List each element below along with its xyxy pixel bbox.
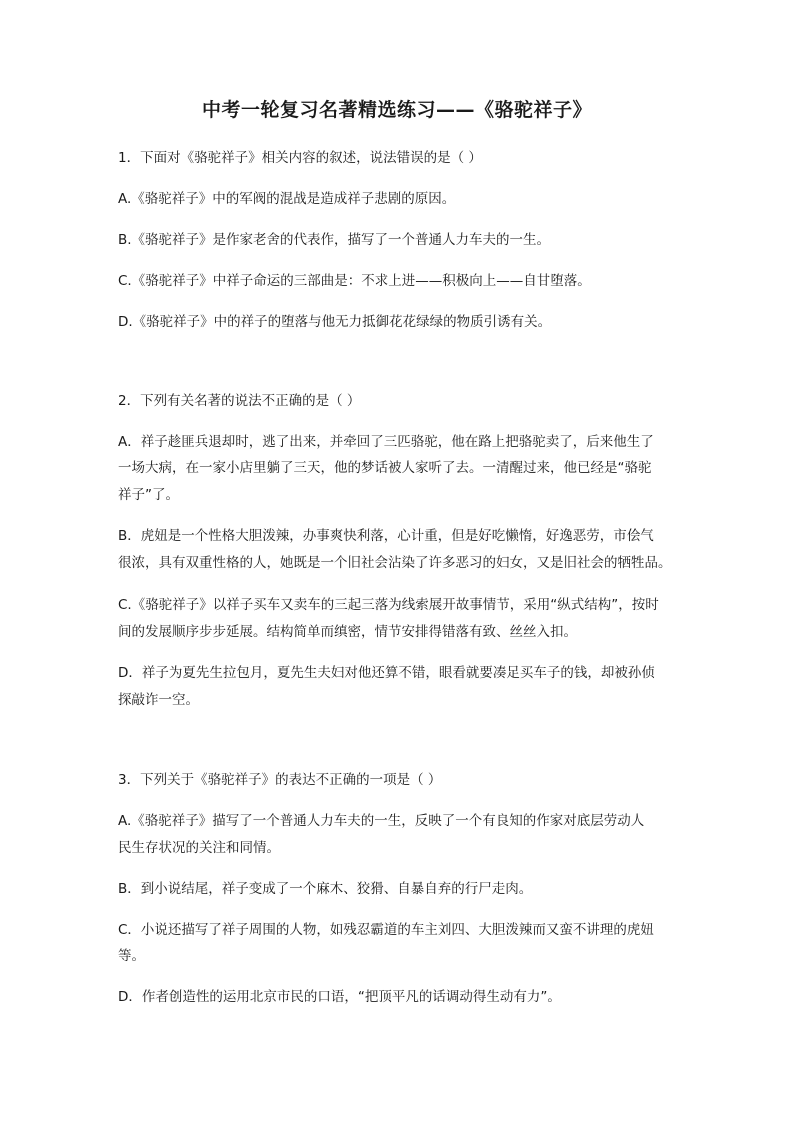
question-3-option-a-line-2: 民生存状况的关注和同情。 [118,840,280,856]
question-2-option-c-line-2: 间的发展顺序步步延展。结构简单而缜密，情节安排得错落有致、丝丝入扣。 [118,624,577,640]
document-title: 中考一轮复习名著精选练习——《骆驼祥子》 [201,99,592,121]
question-1-option-a: A.《骆驼祥子》中的军阀的混战是造成祥子悲剧的原因。 [118,191,456,207]
question-2-option-c-line-1: C.《骆驼祥子》以祥子买车又卖车的三起三落为线索展开故事情节，采用“纵式结构”，按时 [118,597,659,613]
question-1-stem: 1．下面对《骆驼祥子》相关内容的叙述，说法错误的是（ ） [118,150,482,166]
question-3-option-b: B．到小说结尾，祥子变成了一个麻木、狡猾、自暴自弃的行尸走肉。 [118,881,533,897]
question-2-option-a-line-2: 一场大病，在一家小店里躺了三天，他的梦话被人家听了去。一清醒过来，他已经是“骆驼 [118,460,652,476]
question-3-option-a-line-1: A.《骆驼祥子》描写了一个普通人力车夫的一生，反映了一个有良知的作家对底层劳动人 [118,813,645,829]
question-3-option-c-line-1: C．小说还描写了祥子周围的人物，如残忍霸道的车主刘四、大胆泼辣而又蛮不讲理的虎妞 [118,922,654,938]
question-2-option-d-line-2: 探敲诈一空。 [118,692,199,708]
question-2-option-a-line-3: 祥子”了。 [118,487,179,503]
question-2-option-b-line-1: B．虎妞是一个性格大胆泼辣，办事爽快利落，心计重，但是好吃懒惰，好逸恶劳，市侩气 [118,528,654,544]
question-1-option-d: D.《骆驼祥子》中的祥子的堕落与他无力抵御花花绿绿的物质引诱有关。 [118,314,552,330]
question-1-option-c: C.《骆驼祥子》中祥子命运的三部曲是：不求上进——积极向上——自甘堕落。 [118,273,591,289]
question-2-option-d-line-1: D．祥子为夏先生拉包月，夏先生夫妇对他还算不错，眼看就要凑足买车子的钱，却被孙侦 [118,665,655,681]
question-1-option-b: B.《骆驼祥子》是作家老舍的代表作，描写了一个普通人力车夫的一生。 [118,232,551,248]
question-2-stem: 2．下列有关名著的说法不正确的是（ ） [118,393,361,409]
question-3-stem: 3．下列关于《骆驼祥子》的表达不正确的一项是（ ） [118,772,442,788]
question-3-option-c-line-2: 等。 [118,948,145,964]
question-2-option-a-line-1: A．祥子趁匪兵退却时，逃了出来，并牵回了三匹骆驼，他在路上把骆驼卖了，后来他生了 [118,434,654,450]
question-2-option-b-line-2: 很浓，具有双重性格的人，她既是一个旧社会沾染了许多恶习的妇女，又是旧社会的牺牲品。 [118,555,672,571]
question-3-option-d: D．作者创造性的运用北京市民的口语，“把顶平凡的话调动得生动有力”。 [118,989,561,1005]
